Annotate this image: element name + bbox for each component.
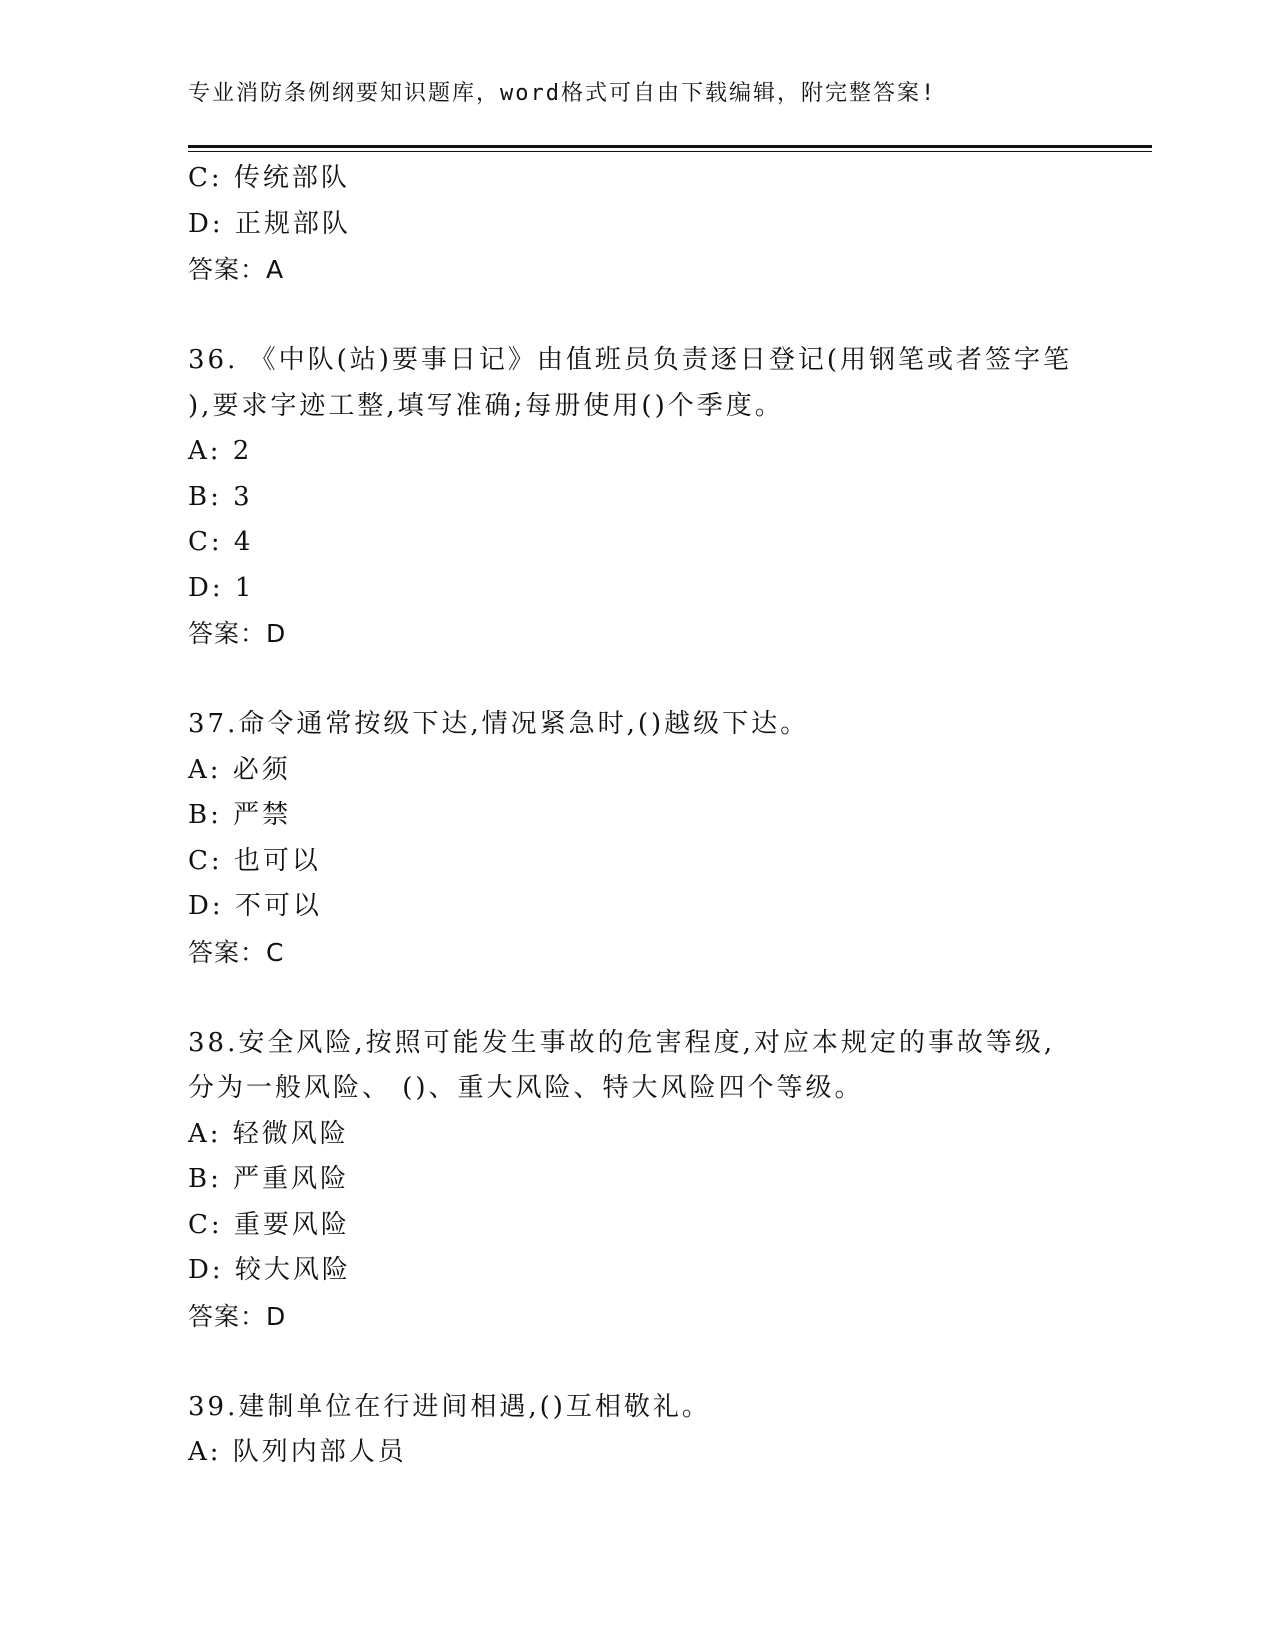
question-text: 37.命令通常按级下达,情况紧急时,()越级下达。 — [188, 709, 810, 739]
option-line: B: 严禁 — [188, 800, 292, 830]
header-rule-thin — [188, 151, 1152, 152]
spacer — [188, 975, 1088, 1021]
option-line: C: 重要风险 — [188, 1209, 350, 1240]
option-line: A: 2 — [188, 436, 253, 466]
answer-line: 答案：D — [188, 1301, 287, 1331]
question-38 — [188, 1021, 1088, 1340]
answer-line: 答案：A — [188, 255, 285, 284]
header-rule-thick — [188, 145, 1152, 148]
option-line: A: 轻微风险 — [188, 1118, 349, 1149]
spacer — [188, 1339, 1088, 1385]
option-line: A: 队列内部人员 — [188, 1437, 407, 1467]
spacer — [188, 293, 1088, 339]
question-text: 分为一般风险、 ()、重大风险、特大风险四个等级。 — [188, 1073, 864, 1103]
option-line: B: 严重风险 — [188, 1164, 350, 1194]
option-line: C: 也可以 — [188, 845, 321, 876]
option-line: D: 不可以 — [188, 891, 322, 921]
question-text: ),要求字迹工整,填写准确;每册使用()个季度。 — [188, 390, 784, 421]
question-36 — [188, 338, 1088, 657]
question-text: 39.建制单位在行进间相遇,()互相敬礼。 — [188, 1391, 711, 1422]
answer-line: 答案：C — [188, 937, 285, 967]
option-line: A: 必须 — [188, 754, 291, 785]
option-line: D: 正规部队 — [188, 208, 351, 239]
question-37 — [188, 702, 1088, 975]
option-line: C: 4 — [188, 527, 254, 557]
option-line: B: 3 — [188, 481, 253, 512]
option-line: D: 较大风险 — [188, 1255, 351, 1285]
option-line: C: 传统部队 — [188, 163, 350, 193]
answer-line: 答案：D — [188, 619, 287, 648]
page-header: 专业消防条例纲要知识题库，word格式可自由下载编辑，附完整答案! — [188, 81, 937, 106]
question-text: 38.安全风险,按照可能发生事故的危害程度,对应本规定的事故等级, — [188, 1027, 1056, 1058]
option-line: D: 1 — [188, 572, 255, 603]
question-content — [188, 156, 1088, 1476]
spacer — [188, 657, 1088, 703]
question-text: 36. 《中队(站)要事日记》由值班员负责逐日登记(用钢笔或者签字笔 — [188, 345, 1073, 375]
question-39 — [188, 1385, 1088, 1476]
